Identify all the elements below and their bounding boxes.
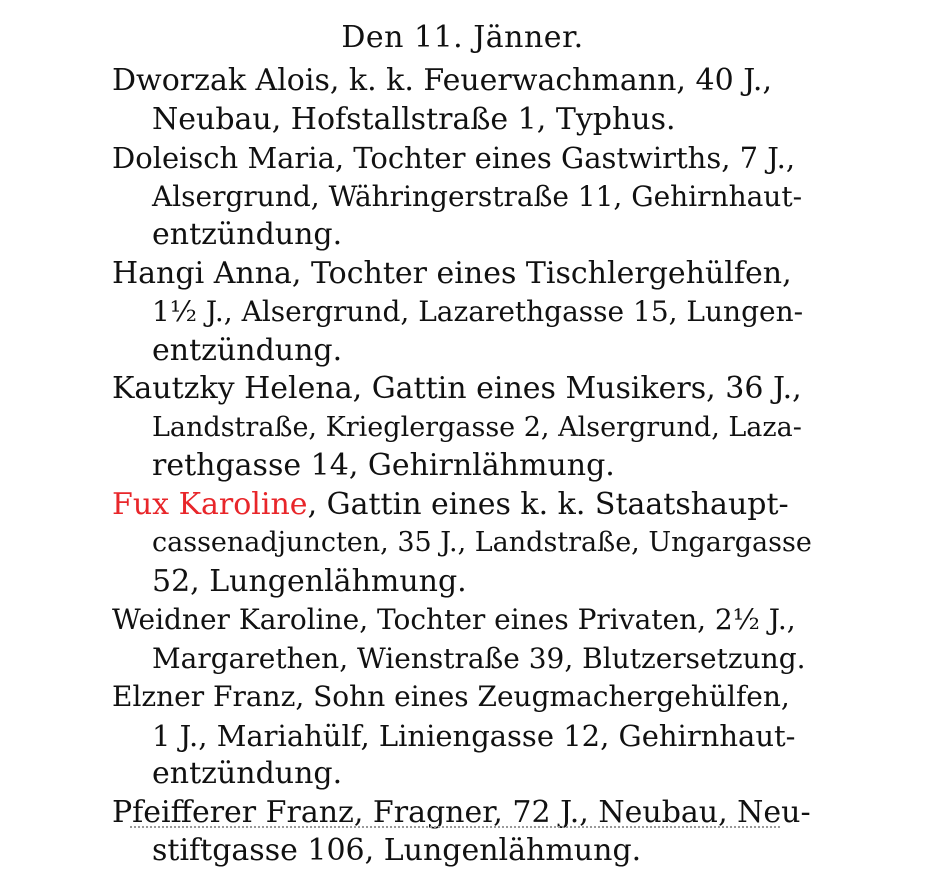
entry-line: entzündung. bbox=[152, 756, 343, 791]
entry-line: Alsergrund, Währingerstraße 11, Gehirnhaut- bbox=[152, 179, 803, 213]
entry-dworzak bbox=[112, 62, 812, 139]
entry-line: Landstraße, Krieglergasse 2, Alsergrund, Laza- bbox=[152, 411, 802, 443]
entry-fux bbox=[112, 486, 812, 602]
entry-line: entzündung. bbox=[152, 332, 343, 368]
entry-elzner bbox=[112, 678, 812, 794]
page-bottom-edge bbox=[130, 826, 780, 828]
entry-hangi bbox=[112, 255, 812, 371]
entry-pfeifferer bbox=[112, 794, 812, 871]
entry-doleisch bbox=[112, 139, 812, 255]
entry-line: Elzner Franz, Sohn eines Zeugmachergehülfen, bbox=[112, 680, 790, 713]
entry-line: stiftgasse 106, Lungenlähmung. bbox=[152, 833, 642, 868]
highlighted-name: Fux Karoline bbox=[112, 486, 308, 522]
entry-weidner bbox=[112, 601, 812, 678]
entry-line: 1 J., Mariahülf, Liniengasse 12, Gehirnhaut- bbox=[152, 718, 796, 753]
entry-line: 1½ J., Alsergrund, Lazarethgasse 15, Lungen- bbox=[152, 295, 804, 328]
entry-line: entzündung. bbox=[152, 217, 343, 252]
entry-kautzky bbox=[112, 370, 812, 486]
entry-line: Kautzky Helena, Gattin eines Musikers, 36 J., bbox=[112, 371, 802, 406]
entry-line: Pfeifferer Franz, Fragner, 72 J., Neubau, Neu- bbox=[112, 794, 811, 830]
entry-line: Neubau, Hofstallstraße 1, Typhus. bbox=[152, 101, 676, 137]
entry-line: Weidner Karoline, Tochter eines Privaten, 2½ J., bbox=[112, 603, 796, 636]
entry-line bbox=[112, 486, 812, 525]
entry-line: Margarethen, Wienstraße 39, Blutzersetzung. bbox=[152, 641, 806, 675]
date-heading: Den 11. Jänner. bbox=[341, 20, 584, 55]
entry-line: 52, Lungenlähmung. bbox=[152, 563, 467, 599]
entry-line: cassenadjuncten, 35 J., Landstraße, Ungargasse bbox=[152, 527, 812, 558]
entry-line: Doleisch Maria, Tochter eines Gastwirths, 7 J., bbox=[112, 141, 796, 175]
death-register-list bbox=[112, 62, 812, 871]
entry-line-rest: , Gattin eines k. k. Staatshaupt- bbox=[307, 486, 789, 522]
entry-line: Dworzak Alois, k. k. Feuerwachmann, 40 J., bbox=[112, 63, 772, 98]
entry-line: rethgasse 14, Gehirnlähmung. bbox=[152, 448, 615, 483]
entry-line: Hangi Anna, Tochter eines Tischlergehülfen, bbox=[112, 255, 792, 291]
